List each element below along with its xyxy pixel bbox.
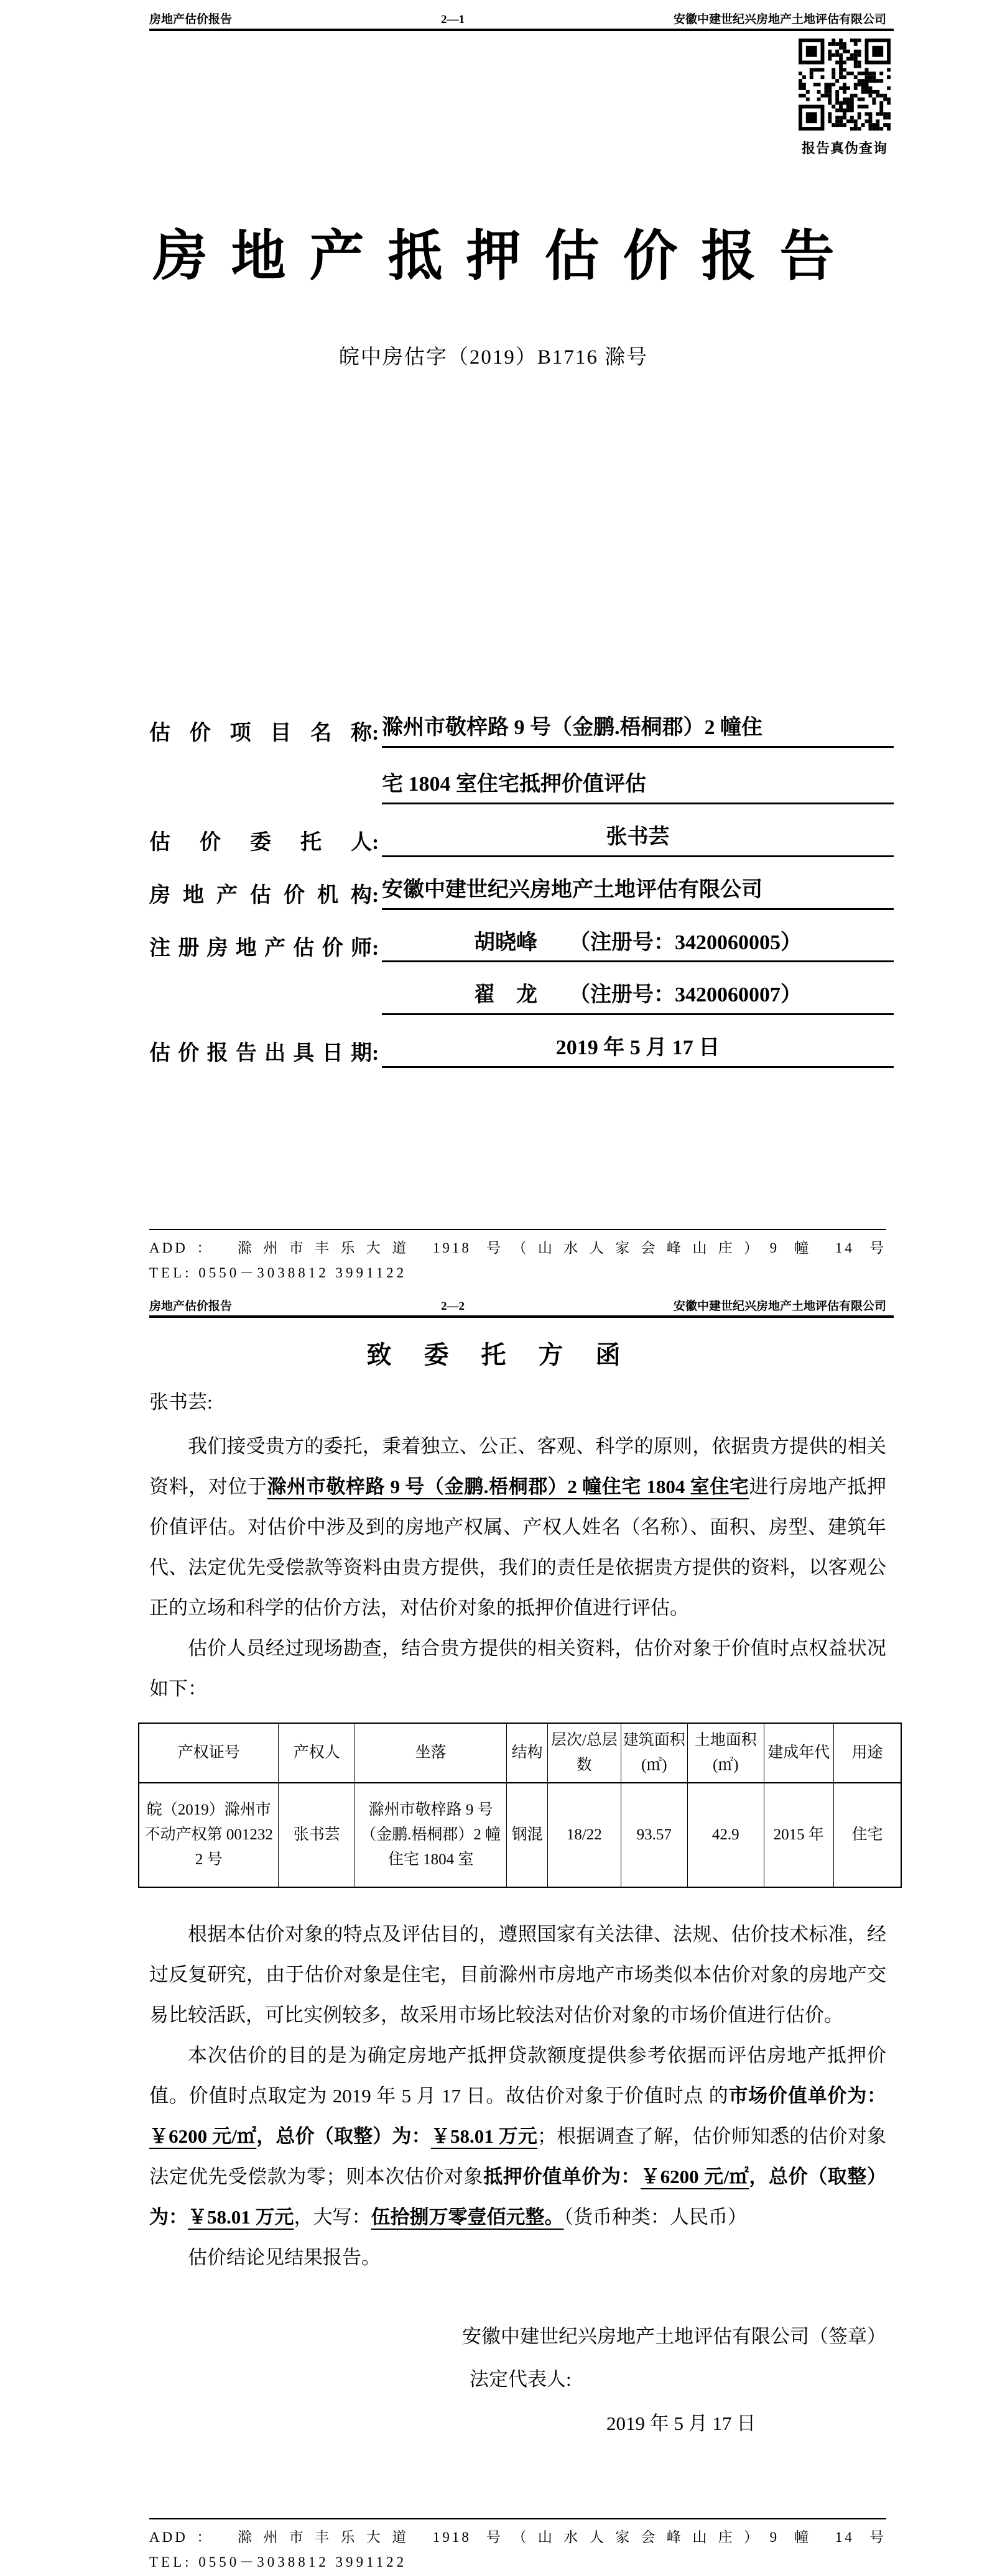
cell-land-area: 42.9 bbox=[687, 1783, 764, 1887]
table-header-row bbox=[139, 1723, 901, 1783]
th-floor: 层次/总层数 bbox=[548, 1723, 621, 1783]
footer-address: ADD： 滁州市丰乐大道 1918 号（山水人家会峰山庄）9 幢 14 号 bbox=[149, 1240, 886, 1256]
field-value: 宅 1804 室住宅抵押价值评估 bbox=[382, 770, 894, 804]
price-in-words: 伍拾捌万零壹佰元整。 bbox=[371, 2206, 564, 2228]
qr-code bbox=[799, 39, 891, 131]
header-page-number: 2—2 bbox=[441, 1300, 465, 1313]
property-rights-table bbox=[138, 1723, 902, 1888]
market-total-price: ￥58.01 万元 bbox=[430, 2125, 538, 2147]
signature-legal-representative: 法定代表人: bbox=[470, 2368, 572, 2390]
field-value: 胡晓峰 （注册号：3420060005） bbox=[382, 929, 894, 963]
field-label: 房地产估价机构 bbox=[149, 883, 372, 907]
paragraph-method: 根据本估价对象的特点及评估目的，遵照国家有关法律、法规、估价技术标准，经过反复研究，由于估价对象是住宅，目前滁州市房地产市场类似本估价对象的房地产交易比较活跃，可比实例较多，故采用市场比较法对估价对象的市场价值进行估价。 bbox=[149, 1923, 886, 2026]
field-value: 张书芸 bbox=[382, 823, 894, 857]
th-structure: 结构 bbox=[507, 1723, 548, 1783]
field-project-name bbox=[149, 714, 894, 748]
th-land-area: 土地面积(㎡) bbox=[687, 1723, 764, 1783]
page-footer bbox=[149, 1229, 886, 1282]
field-colon: : bbox=[372, 1042, 379, 1065]
th-building-area: 建筑面积(㎡) bbox=[621, 1723, 687, 1783]
field-label: 估价项目名称 bbox=[149, 722, 372, 745]
header-page-number: 2—1 bbox=[441, 13, 465, 26]
field-value: 2019 年 5 月 17 日 bbox=[382, 1034, 894, 1068]
letter-salutation: 张书芸: bbox=[149, 1391, 213, 1413]
page-footer bbox=[149, 2518, 886, 2571]
cell-usage: 住宅 bbox=[834, 1783, 901, 1887]
cell-structure: 钢混 bbox=[507, 1783, 548, 1887]
paragraph-conclusion-ref: 估价结论见结果报告。 bbox=[188, 2247, 381, 2268]
paragraph-engagement: 我们接受贵方的委托，秉着独立、公正、客观、科学的原则，依据贵方提供的相关资料，对位于滁州市敬梓路 9 号（金鹏.梧桐郡）2 幢住宅 1804 室住宅进行房地产抵押价值评估。对估价中涉及到的房地产权属、产权人姓名（名称）、面积、房型、建筑年代、法定优先受偿款等资料由贵方提供，我们的责任是依据贵方提供的资料，以客观公正的立场和科学的估价方法，对估价对象的抵押价值进行评估。 bbox=[149, 1435, 887, 1619]
cell-building-area: 93.57 bbox=[621, 1783, 687, 1887]
th-cert-number: 产权证号 bbox=[139, 1723, 279, 1783]
signature-date: 2019 年 5 月 17 日 bbox=[606, 2413, 756, 2434]
field-client bbox=[149, 823, 894, 857]
field-value: 翟 龙 （注册号：3420060007） bbox=[382, 981, 894, 1015]
header-rule bbox=[149, 1315, 894, 1318]
field-label: 估价报告出具日期 bbox=[149, 1042, 372, 1065]
footer-telephone: TEL: 0550－3038812 3991122 bbox=[149, 2554, 407, 2570]
cell-cert-number: 皖（2019）滁州市不动产权第 0012322 号 bbox=[139, 1783, 279, 1887]
page-header bbox=[149, 1297, 886, 1313]
field-project-name-line2 bbox=[149, 770, 894, 804]
header-doc-type: 房地产估价报告 bbox=[149, 1300, 233, 1313]
field-agency bbox=[149, 876, 894, 910]
cell-owner: 张书芸 bbox=[279, 1783, 355, 1887]
report-title: 房地产抵押估价报告 bbox=[152, 227, 858, 287]
field-colon: : bbox=[372, 830, 379, 854]
property-address-emphasis: 滁州市敬梓路 9 号（金鹏.梧桐郡）2 幢住宅 1804 室住宅 bbox=[267, 1476, 749, 1497]
field-report-date bbox=[149, 1034, 894, 1068]
th-location: 坐落 bbox=[355, 1723, 507, 1783]
header-company-name: 安徽中建世纪兴房地产土地评估有限公司 bbox=[673, 1300, 886, 1313]
cell-build-year: 2015 年 bbox=[764, 1783, 833, 1887]
header-rule bbox=[149, 29, 894, 31]
field-appraiser-1 bbox=[149, 929, 894, 963]
cover-page bbox=[0, 0, 987, 1287]
th-build-year: 建成年代 bbox=[764, 1723, 833, 1783]
th-owner: 产权人 bbox=[279, 1723, 355, 1783]
footer-telephone: TEL: 0550－3038812 3991122 bbox=[149, 1265, 407, 1281]
paragraph-inspection: 估价人员经过现场勘查，结合贵方提供的相关资料，估价对象于价值时点权益状况如下： bbox=[149, 1637, 886, 1700]
letter-page bbox=[0, 1287, 987, 2576]
footer-rule bbox=[149, 1229, 886, 1230]
field-value: 安徽中建世纪兴房地产土地评估有限公司 bbox=[382, 876, 894, 910]
field-colon: : bbox=[372, 936, 379, 960]
footer-address: ADD： 滁州市丰乐大道 1918 号（山水人家会峰山庄）9 幢 14 号 bbox=[149, 2529, 886, 2545]
mortgage-unit-price: ￥6200 元/㎡ bbox=[641, 2166, 749, 2187]
cover-fields bbox=[149, 714, 894, 1087]
paragraph-valuation-result: 本次估价的目的是为确定房地产抵押贷款额度提供参考依据而评估房地产抵押价值。价值时点取定为 2019 年 5 月 17 日。故估价对象于价值时点 的市场价值单价为：￥6200 元/㎡，总价（取整）为：￥58.01 万元；根据调查了解，估价师知悉的估价对象法定优先受偿款为零；则本次估价对象抵押价值单价为：￥6200 元/㎡，总价（取整）为：￥58.01 万元，大写：伍拾捌万零壹佰元整。（货币种类：人民币） bbox=[149, 2045, 887, 2228]
header-doc-type: 房地产估价报告 bbox=[149, 13, 233, 26]
field-appraiser-2 bbox=[149, 981, 894, 1015]
page-header bbox=[149, 10, 886, 27]
footer-rule bbox=[149, 2518, 886, 2519]
field-colon: : bbox=[372, 883, 379, 907]
field-label: 注册房地产估价师 bbox=[149, 936, 372, 960]
field-label: 估价委托人 bbox=[149, 830, 372, 854]
cell-floor: 18/22 bbox=[548, 1783, 621, 1887]
mortgage-total-price: ￥58.01 万元 bbox=[188, 2206, 294, 2228]
field-value: 滁州市敬梓路 9 号（金鹏.梧桐郡）2 幢住 bbox=[382, 714, 894, 748]
report-number: 皖中房估字（2019）B1716 滁号 bbox=[338, 346, 649, 369]
qr-verification-block bbox=[799, 39, 891, 157]
signature-company: 安徽中建世纪兴房地产土地评估有限公司（签章） bbox=[462, 2325, 886, 2347]
qr-caption: 报告真伪查询 bbox=[801, 140, 887, 156]
th-usage: 用途 bbox=[834, 1723, 901, 1783]
market-unit-price: ￥6200 元/㎡ bbox=[149, 2125, 257, 2147]
signature-block bbox=[149, 2316, 886, 2444]
header-company-name: 安徽中建世纪兴房地产土地评估有限公司 bbox=[673, 13, 886, 26]
letter-title: 致委托方函 bbox=[366, 1341, 653, 1369]
letter-body bbox=[144, 1426, 887, 2444]
table-row bbox=[139, 1783, 901, 1887]
field-colon: : bbox=[372, 722, 379, 745]
cell-location: 滁州市敬梓路 9 号（金鹏.梧桐郡）2 幢住宅 1804 室 bbox=[355, 1783, 507, 1887]
